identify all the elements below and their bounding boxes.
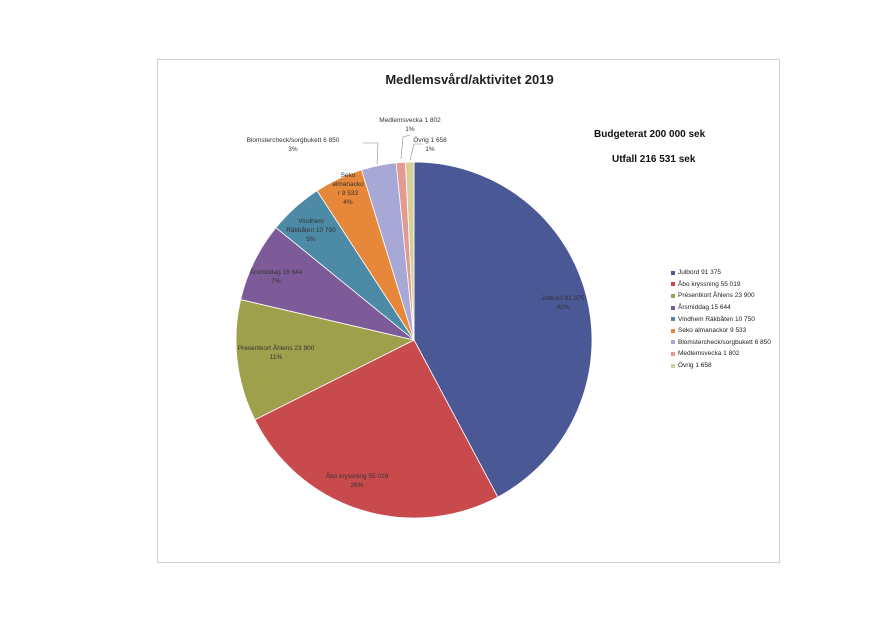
legend-item-1	[671, 267, 771, 279]
legend-label: Årsmiddag 15 644	[678, 304, 731, 312]
legend-item-5	[671, 313, 771, 325]
legend-swatch	[671, 364, 675, 368]
legend-swatch	[671, 271, 675, 275]
slice-label-3: Presentkort Åhlens 23 900 11%	[237, 345, 315, 361]
legend-swatch	[671, 294, 675, 298]
leader-line-8	[401, 135, 410, 159]
legend-item-6	[671, 325, 771, 337]
budget-summary: Budgeterat 200 000 sek	[594, 129, 706, 140]
legend-label: Medlemsvecka 1 802	[678, 350, 740, 358]
leader-line-9	[410, 144, 423, 160]
legend-label: Åbo kryssning 55 019	[678, 280, 741, 288]
slice-label-1: Julbord 91 375 42%	[541, 295, 585, 311]
legend-swatch	[671, 306, 675, 310]
legend-swatch	[671, 329, 675, 333]
slice-label-6: Seko almanacko r 9 533 4%	[332, 172, 364, 206]
slice-label-4: Årsmiddag 15 644 7%	[249, 269, 303, 285]
slice-label-5: Vindhem Räkbåten 10 750 5%	[286, 218, 336, 243]
chart-legend	[671, 267, 771, 371]
slice-label-7: Blomstercheck/sorgbukett 6 850 3%	[246, 137, 340, 153]
slice-label-9: Övrig 1 658 1%	[413, 137, 447, 153]
leader-line-7	[363, 143, 378, 164]
legend-swatch	[671, 352, 675, 356]
legend-label: Vindhem Räkbåten 10 750	[678, 315, 755, 323]
legend-label: Seko almanackor 9 533	[678, 327, 747, 335]
legend-item-4	[671, 302, 771, 314]
legend-swatch	[671, 282, 675, 286]
chart-title: Medlemsvård/aktivitet 2019	[385, 72, 554, 87]
legend-swatch	[671, 340, 675, 344]
legend-item-7	[671, 337, 771, 349]
legend-swatch	[671, 317, 675, 321]
legend-label: Julbord 91 375	[678, 269, 722, 277]
legend-item-2	[671, 279, 771, 291]
slice-label-8: Medlemsvecka 1 802 1%	[379, 117, 441, 133]
legend-label: Övrig 1 658	[678, 362, 712, 370]
legend-item-8	[671, 348, 771, 360]
chart-frame	[157, 59, 780, 563]
slice-label-2: Åbo kryssning 55 019 26%	[325, 473, 389, 489]
legend-item-3	[671, 290, 771, 302]
outcome-summary: Utfall 216 531 sek	[612, 154, 696, 165]
legend-item-9	[671, 360, 771, 372]
legend-label: Presentkort Åhlens 23 900	[678, 292, 755, 300]
legend-label: Blomstercheck/sorgbukett 6 850	[678, 338, 771, 346]
